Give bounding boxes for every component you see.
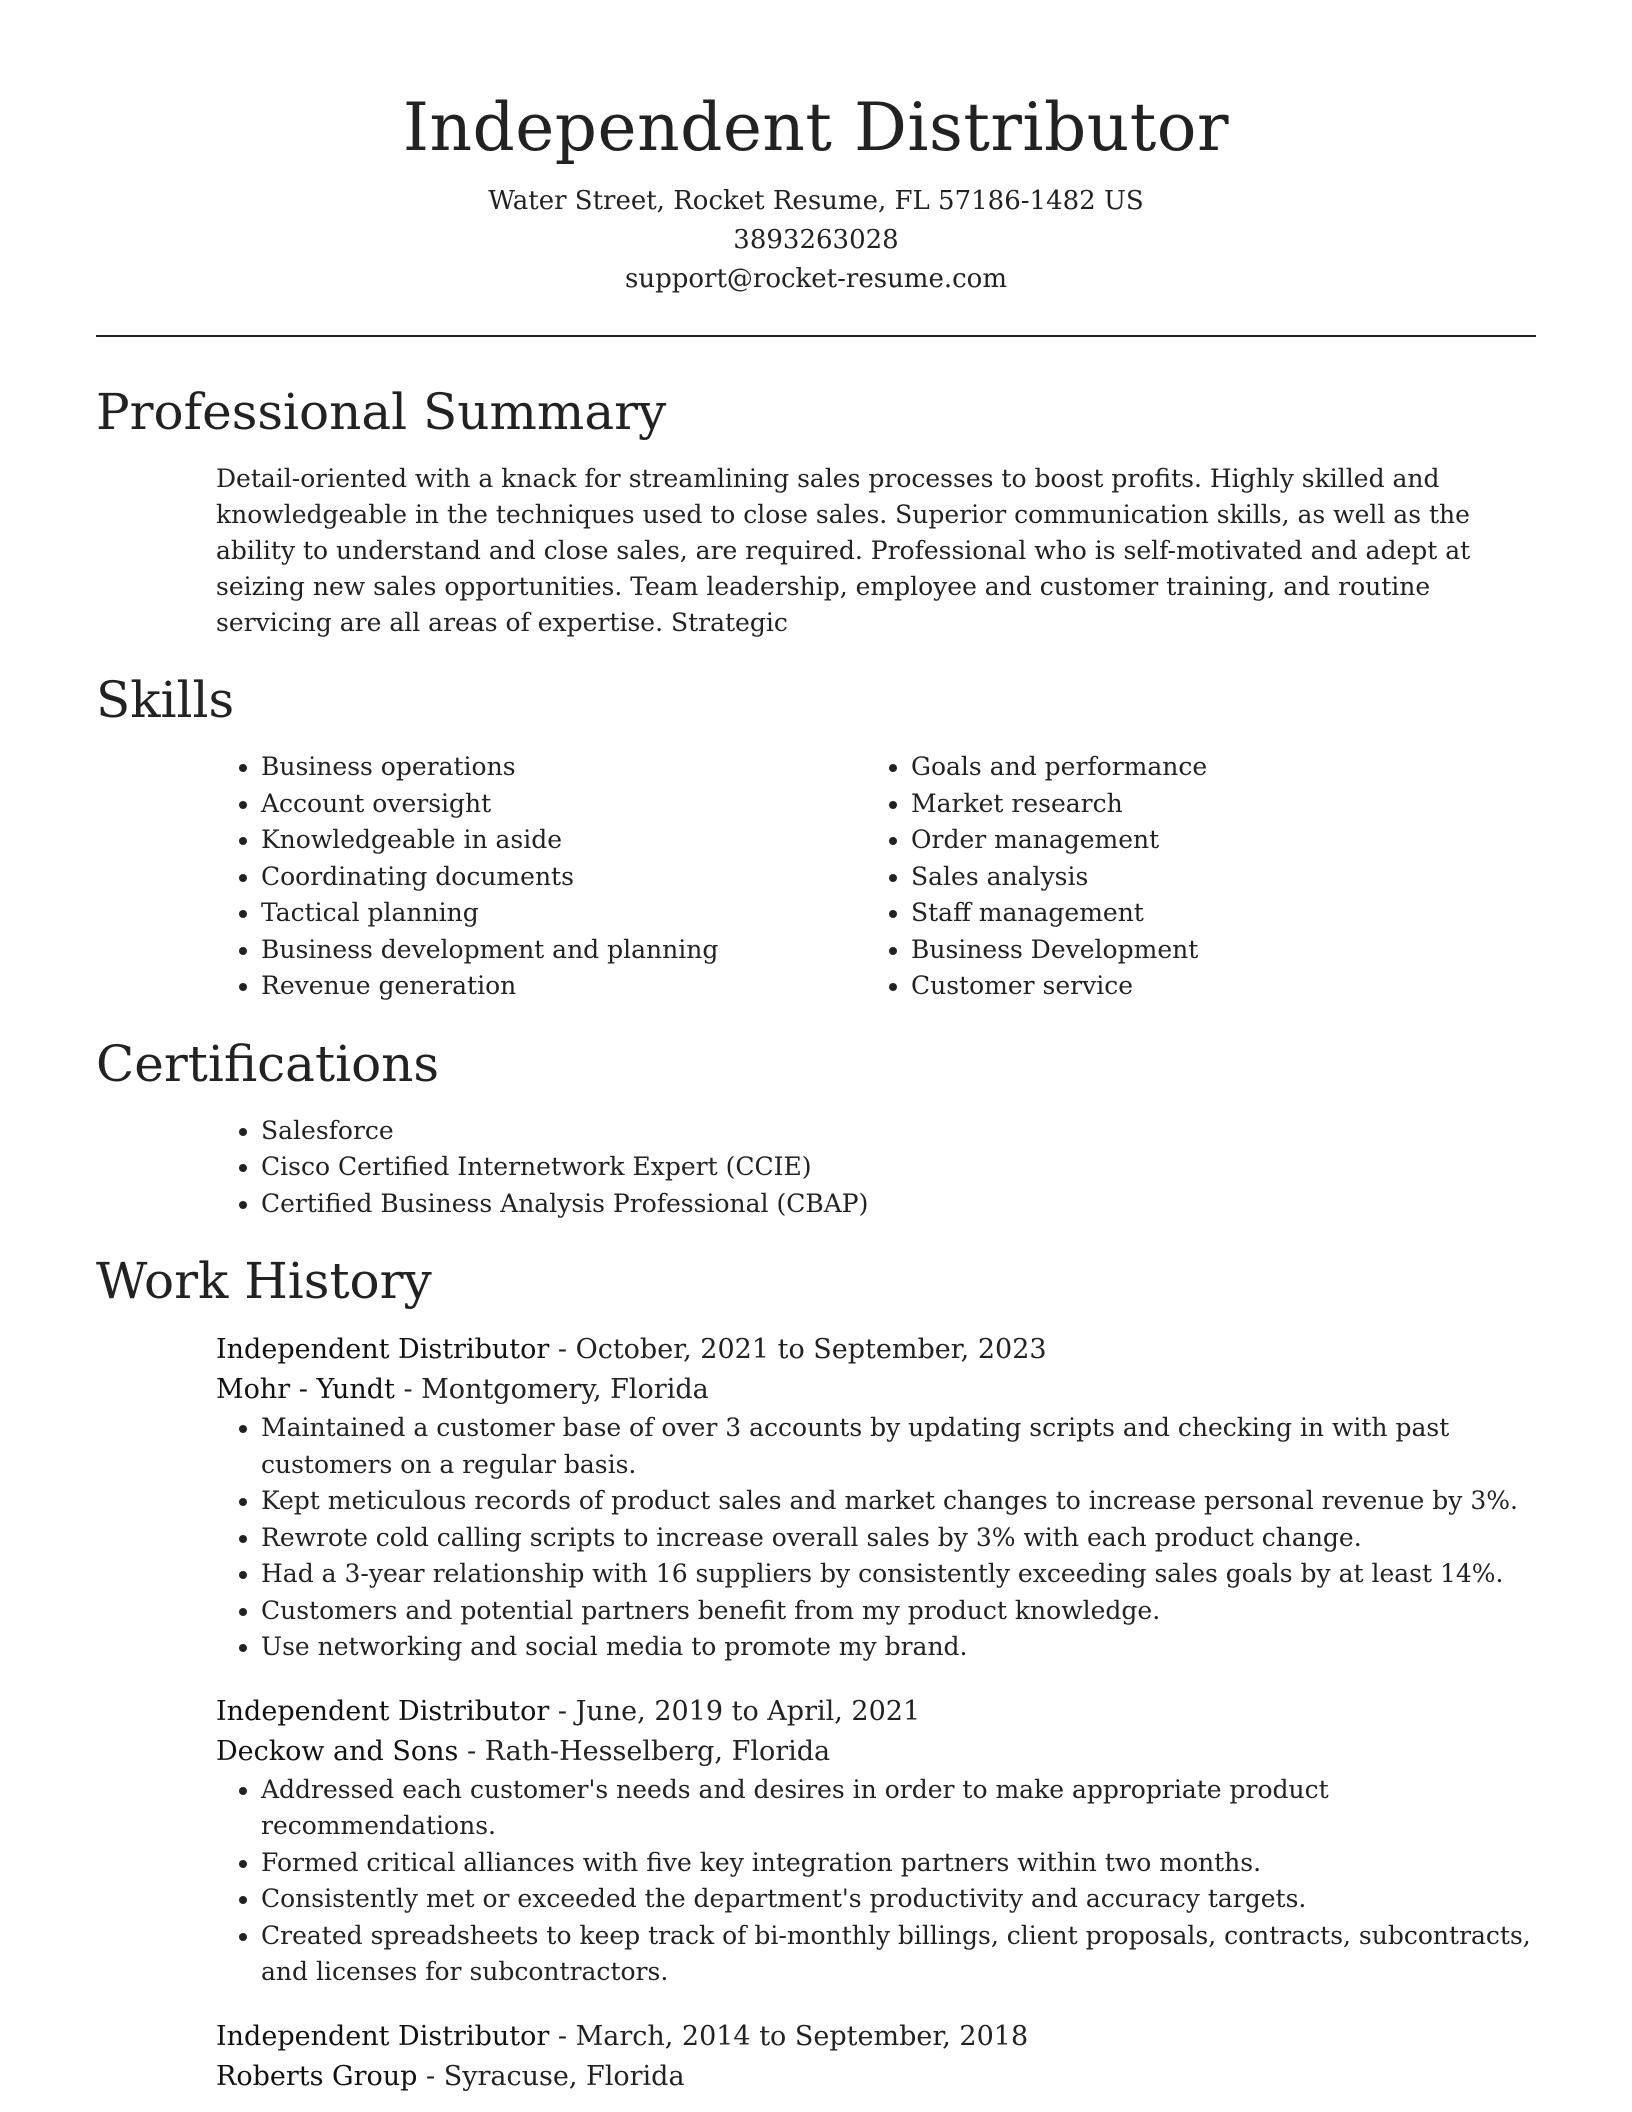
work-history-heading: Work History — [96, 1252, 432, 1310]
job-dates: - October, 2021 to September, 2023 — [549, 1334, 1047, 1365]
skill-item: • Tactical planning — [261, 895, 866, 932]
skill-item: • Sales analysis — [911, 859, 1516, 896]
job-location: - Montgomery, Florida — [394, 1374, 709, 1405]
certification-item: • Certified Business Analysis Professional (CBAP) — [261, 1186, 1536, 1223]
job-bullet: • Kept meticulous records of product sales and market changes to increase personal revenue by 3%. — [261, 1483, 1536, 1520]
job-bullet: • Rewrote cold calling scripts to increase overall sales by 3% with each product change. — [261, 1520, 1536, 1557]
certification-item: • Salesforce — [261, 1113, 1536, 1150]
skills-column-right — [866, 749, 1516, 1005]
job-company-line — [216, 2057, 1536, 2097]
job-company: Deckow and Sons — [216, 1735, 459, 1767]
skill-item: • Coordinating documents — [261, 859, 866, 896]
job-title-line — [216, 1692, 1536, 1732]
contact-email: support@rocket-resume.com — [624, 264, 1007, 294]
header-divider — [96, 335, 1536, 337]
skill-item: • Goals and performance — [911, 749, 1516, 786]
skills-column-left — [216, 749, 866, 1005]
job-dates: - June, 2019 to April, 2021 — [549, 1695, 921, 1727]
job-role: Independent Distributor — [216, 1695, 550, 1727]
skill-item: • Business development and planning — [261, 932, 866, 969]
skills-heading: Skills — [96, 671, 235, 729]
resume-page — [96, 0, 1536, 2097]
job-title-line — [216, 1330, 1536, 1370]
job-dates: - March, 2014 to September, 2018 — [549, 2020, 1029, 2052]
job-location: - Rath-Hesselberg, Florida — [458, 1735, 831, 1767]
skill-item: • Business Development — [911, 932, 1516, 969]
skill-item: • Order management — [911, 822, 1516, 859]
summary-text: Detail-oriented with a knack for streamlining sales processes to boost profits. Highly skilled and knowledgeable in the techniques used to close sales. Superior communication skills, as well as the ability to understand and close sales, are required. Professional who is self-motivated and adept at seizing new sales opportunities. Team leadership, employee and customer training, and routine servicing are all areas of expertise. Strategic — [216, 464, 1471, 637]
job-bullet: • Customers and potential partners benefit from my product knowledge. — [261, 1593, 1536, 1630]
skills-list-left — [216, 749, 866, 1005]
skill-item: • Account oversight — [261, 786, 866, 823]
job-company-line — [216, 1370, 1536, 1410]
skills-list-right — [866, 749, 1516, 1005]
resume-header — [96, 0, 1536, 299]
skill-item: • Staff management — [911, 895, 1516, 932]
skill-item: • Revenue generation — [261, 968, 866, 1005]
summary-heading: Professional Summary — [96, 383, 667, 441]
job-entry — [216, 2017, 1536, 2097]
certifications-list — [216, 1113, 1536, 1223]
contact-info — [96, 182, 1536, 299]
job-role: Independent Distributor — [216, 1334, 550, 1365]
skill-item: • Knowledgeable in aside — [261, 822, 866, 859]
job-entry — [216, 1330, 1536, 1666]
job-bullet: • Had a 3-year relationship with 16 suppliers by consistently exceeding sales goals by at least 14%. — [261, 1556, 1536, 1593]
job-bullet: • Addressed each customer's needs and desires in order to make appropriate product recommendations. — [261, 1772, 1536, 1845]
contact-phone: 3893263028 — [733, 225, 899, 255]
job-title-line — [216, 2017, 1536, 2057]
job-bullets — [216, 1772, 1536, 1991]
job-bullet: • Consistently met or exceeded the department's productivity and accuracy targets. — [261, 1881, 1536, 1918]
job-company: Mohr - Yundt — [216, 1374, 395, 1405]
job-company-line — [216, 1732, 1536, 1772]
skill-item: • Market research — [911, 786, 1516, 823]
certification-item: • Cisco Certified Internetwork Expert (CCIE) — [261, 1149, 1536, 1186]
job-bullet: • Formed critical alliances with five key integration partners within two months. — [261, 1845, 1536, 1882]
job-location: - Syracuse, Florida — [417, 2060, 685, 2092]
job-bullet: • Created spreadsheets to keep track of bi-monthly billings, client proposals, contracts, subcontracts, and licenses for subcontractors. — [261, 1918, 1536, 1991]
candidate-name: Independent Distributor — [402, 89, 1230, 166]
skills-grid — [216, 749, 1536, 1005]
skill-item: • Business operations — [261, 749, 866, 786]
skill-item: • Customer service — [911, 968, 1516, 1005]
certifications-bullets — [216, 1113, 1536, 1223]
job-entry — [216, 1692, 1536, 1991]
certifications-heading: Certifications — [96, 1034, 440, 1093]
job-company: Roberts Group — [216, 2060, 418, 2092]
job-bullets — [216, 1410, 1536, 1666]
job-bullet: • Use networking and social media to promote my brand. — [261, 1629, 1536, 1666]
contact-address: Water Street, Rocket Resume, FL 57186-1482 US — [488, 186, 1144, 216]
job-role: Independent Distributor — [216, 2020, 550, 2052]
job-bullet: • Maintained a customer base of over 3 accounts by updating scripts and checking in with past customers on a regular basis. — [261, 1410, 1536, 1483]
